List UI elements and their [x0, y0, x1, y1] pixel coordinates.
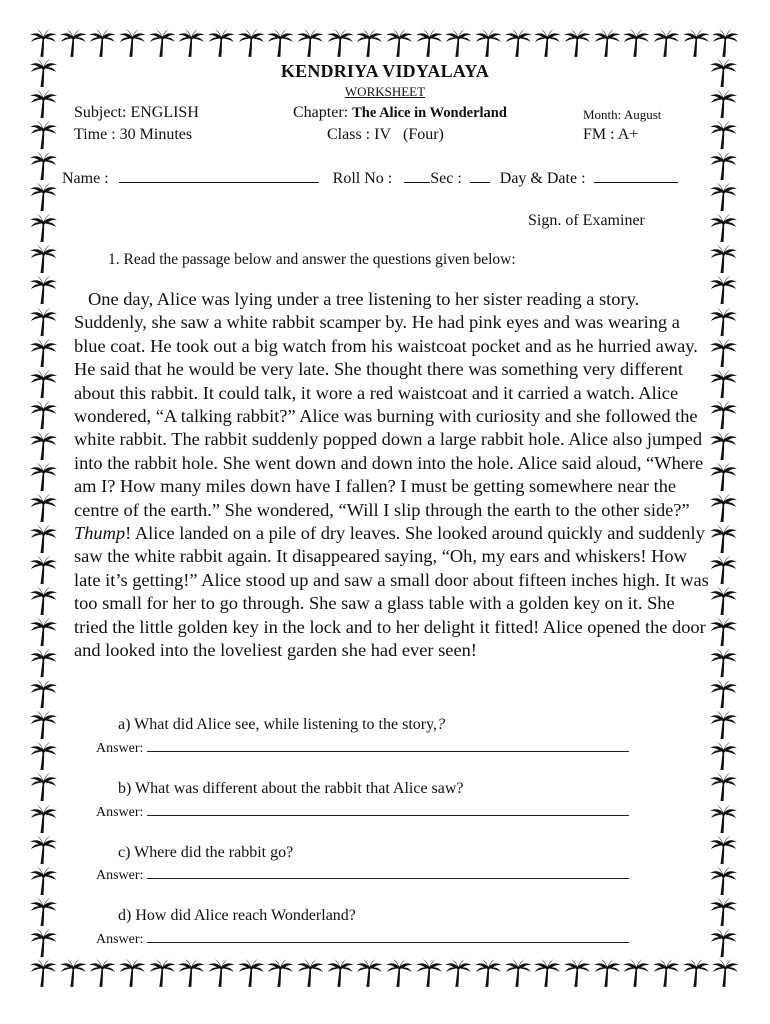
- palm-tree-icon: [28, 307, 58, 337]
- palm-tree-icon: [176, 28, 206, 58]
- palm-tree-icon: [708, 431, 738, 461]
- palm-tree-icon: [28, 493, 58, 523]
- palm-tree-icon: [592, 28, 622, 58]
- palm-tree-icon: [117, 28, 147, 58]
- palm-tree-icon: [265, 958, 295, 988]
- palm-tree-icon: [708, 182, 738, 212]
- passage-part-1: One day, Alice was lying under a tree listening to her sister reading a story. Suddenly, she saw a white rabbit scamper by. He had pink eyes and was wearing a blue coat. He took out a big watch from his waistcoat pocket and as he hurried away. He said that he would be very late. She thought there was something very different about this rabbit. It could talk, it wore a red waistcoat and it carried a watch. Alice wondered, “A talking rabbit?” Alice was burning with curiosity and she followed the white rabbit. The rabbit suddenly popped down a large rabbit hole. Alice also jumped into the rabbit hole. She went down and down into the hole. Alice said aloud, “Where am I? How many miles down have I fallen? I must be getting somewhere near the centre of the earth.” She wondered, “Will I slip through the earth to the other side?”: [74, 289, 704, 520]
- palm-tree-icon: [621, 958, 651, 988]
- palm-tree-icon: [651, 958, 681, 988]
- palm-tree-icon: [708, 151, 738, 181]
- question-b-number: b): [118, 780, 132, 797]
- palm-tree-icon: [443, 28, 473, 58]
- answer-d-label: Answer:: [96, 932, 144, 947]
- palm-tree-icon: [473, 958, 503, 988]
- palm-tree-icon: [708, 493, 738, 523]
- palm-tree-icon: [236, 28, 266, 58]
- palm-tree-icon: [58, 28, 88, 58]
- reading-passage: [74, 288, 710, 663]
- date-label: Day & Date :: [499, 170, 586, 187]
- palm-tree-icon: [708, 741, 738, 771]
- palm-tree-icon: [708, 275, 738, 305]
- palm-tree-icon: [681, 958, 711, 988]
- palm-tree-icon: [708, 617, 738, 647]
- palm-tree-icon: [443, 958, 473, 988]
- palm-tree-icon: [28, 369, 58, 399]
- class-word: (Four): [403, 126, 444, 143]
- school-name: KENDRIYA VIDYALAYA: [280, 61, 490, 81]
- question-a-suffix: ?: [437, 716, 446, 733]
- class-label: Class : IV: [327, 126, 391, 143]
- question-a-text: What did Alice see, while listening to the story,: [134, 716, 438, 733]
- palm-tree-icon: [87, 958, 117, 988]
- question-c-number: c): [118, 844, 131, 861]
- sec-label: Sec :: [430, 170, 462, 187]
- palm-tree-icon: [28, 338, 58, 368]
- chapter-prefix: Chapter:: [293, 104, 353, 121]
- question-d-text: How did Alice reach Wonderland?: [135, 907, 356, 924]
- answer-a-field[interactable]: [147, 738, 629, 752]
- palm-tree-icon: [325, 958, 355, 988]
- palm-tree-icon: [28, 772, 58, 802]
- palm-tree-icon: [708, 804, 738, 834]
- right-palm-border: [708, 58, 738, 958]
- palm-tree-icon: [28, 741, 58, 771]
- palm-tree-icon: [651, 28, 681, 58]
- name-field[interactable]: [119, 168, 319, 183]
- answer-b: [96, 802, 629, 821]
- roll-field[interactable]: [404, 168, 430, 183]
- palm-tree-icon: [681, 28, 711, 58]
- palm-tree-icon: [28, 866, 58, 896]
- palm-tree-icon: [503, 958, 533, 988]
- answer-c: [96, 865, 629, 884]
- question-c-text: Where did the rabbit go?: [134, 844, 294, 861]
- answer-a-label: Answer:: [96, 741, 144, 756]
- palm-tree-icon: [28, 28, 58, 58]
- palm-tree-icon: [28, 586, 58, 616]
- palm-tree-icon: [562, 958, 592, 988]
- name-label: Name :: [62, 170, 109, 187]
- palm-tree-icon: [28, 462, 58, 492]
- palm-tree-icon: [206, 28, 236, 58]
- answer-d-field[interactable]: [147, 929, 629, 943]
- palm-tree-icon: [28, 958, 58, 988]
- palm-tree-icon: [708, 555, 738, 585]
- time: Time : 30 Minutes: [74, 126, 193, 143]
- month: Month: August: [583, 107, 662, 122]
- palm-tree-icon: [708, 648, 738, 678]
- palm-tree-icon: [325, 28, 355, 58]
- question-a: [118, 716, 445, 734]
- student-details-row: [62, 168, 678, 188]
- palm-tree-icon: [708, 120, 738, 150]
- palm-tree-icon: [176, 958, 206, 988]
- question-c: [118, 844, 293, 862]
- palm-tree-icon: [265, 28, 295, 58]
- question-d-number: d): [118, 907, 132, 924]
- palm-tree-icon: [708, 586, 738, 616]
- passage-thump: Thump: [74, 523, 126, 544]
- palm-tree-icon: [58, 958, 88, 988]
- question-b-text: What was different about the rabbit that Alice saw?: [135, 780, 464, 797]
- palm-tree-icon: [708, 772, 738, 802]
- answer-d: [96, 929, 629, 948]
- palm-tree-icon: [28, 804, 58, 834]
- palm-tree-icon: [708, 897, 738, 927]
- question-d: [118, 907, 356, 925]
- left-palm-border: [28, 58, 58, 958]
- chapter: [293, 104, 507, 122]
- answer-b-field[interactable]: [147, 802, 629, 816]
- palm-tree-icon: [708, 307, 738, 337]
- palm-tree-icon: [28, 524, 58, 554]
- instruction: 1. Read the passage below and answer the questions given below:: [108, 251, 516, 268]
- palm-tree-icon: [532, 958, 562, 988]
- palm-tree-icon: [295, 28, 325, 58]
- palm-tree-icon: [708, 710, 738, 740]
- palm-tree-icon: [708, 244, 738, 274]
- palm-tree-icon: [473, 28, 503, 58]
- palm-tree-icon: [708, 679, 738, 709]
- palm-tree-icon: [708, 835, 738, 865]
- palm-tree-icon: [28, 555, 58, 585]
- palm-tree-icon: [28, 151, 58, 181]
- full-marks: FM : A+: [583, 126, 639, 143]
- worksheet-label: WORKSHEET: [344, 84, 426, 99]
- answer-b-label: Answer:: [96, 805, 144, 820]
- palm-tree-icon: [708, 369, 738, 399]
- passage-part-2: ! Alice landed on a pile of dry leaves. She looked around quickly and suddenly saw the white rabbit again. It disappeared saying, “Oh, my ears and whiskers! How late it’s getting!” Alice stood up and saw a small door about fifteen inches high. It was too small for her to go through. She saw a glass table with a golden key on it. She tried the little golden key in the lock and to her delight it fitted! Alice opened the door and looked into the loveliest garden she had ever seen!: [74, 523, 709, 661]
- date-field[interactable]: [594, 168, 678, 183]
- palm-tree-icon: [28, 400, 58, 430]
- palm-tree-icon: [592, 958, 622, 988]
- palm-tree-icon: [532, 28, 562, 58]
- subject: Subject: ENGLISH: [74, 104, 199, 121]
- palm-tree-icon: [236, 958, 266, 988]
- palm-tree-icon: [384, 28, 414, 58]
- palm-tree-icon: [28, 431, 58, 461]
- chapter-title: The Alice in Wonderland: [352, 105, 507, 121]
- palm-tree-icon: [28, 679, 58, 709]
- palm-tree-icon: [28, 275, 58, 305]
- palm-tree-icon: [28, 182, 58, 212]
- palm-tree-icon: [503, 28, 533, 58]
- palm-tree-icon: [354, 958, 384, 988]
- class: [327, 126, 444, 144]
- palm-tree-icon: [621, 28, 651, 58]
- palm-tree-icon: [414, 958, 444, 988]
- palm-tree-icon: [708, 462, 738, 492]
- palm-tree-icon: [28, 617, 58, 647]
- palm-tree-icon: [708, 928, 738, 958]
- palm-tree-icon: [354, 28, 384, 58]
- palm-tree-icon: [28, 648, 58, 678]
- palm-tree-icon: [708, 400, 738, 430]
- palm-tree-icon: [708, 338, 738, 368]
- roll-label: Roll No :: [332, 170, 393, 187]
- palm-tree-icon: [414, 28, 444, 58]
- palm-tree-icon: [206, 958, 236, 988]
- examiner-sign: Sign. of Examiner: [528, 212, 645, 229]
- palm-tree-icon: [710, 958, 740, 988]
- palm-tree-icon: [87, 28, 117, 58]
- palm-tree-icon: [147, 958, 177, 988]
- answer-a: [96, 738, 629, 757]
- palm-tree-icon: [117, 958, 147, 988]
- palm-tree-icon: [708, 524, 738, 554]
- palm-tree-icon: [28, 244, 58, 274]
- palm-tree-icon: [710, 28, 740, 58]
- answer-c-field[interactable]: [147, 865, 629, 879]
- palm-tree-icon: [562, 28, 592, 58]
- palm-tree-icon: [28, 897, 58, 927]
- palm-tree-icon: [147, 28, 177, 58]
- palm-tree-icon: [708, 866, 738, 896]
- palm-tree-icon: [28, 710, 58, 740]
- bottom-palm-border: [28, 958, 740, 988]
- palm-tree-icon: [28, 213, 58, 243]
- palm-tree-icon: [28, 835, 58, 865]
- question-a-number: a): [118, 716, 131, 733]
- top-palm-border: [28, 28, 740, 58]
- answer-c-label: Answer:: [96, 868, 144, 883]
- palm-tree-icon: [384, 958, 414, 988]
- palm-tree-icon: [28, 928, 58, 958]
- palm-tree-icon: [708, 213, 738, 243]
- question-b: [118, 780, 464, 798]
- palm-tree-icon: [295, 958, 325, 988]
- palm-tree-icon: [28, 120, 58, 150]
- sec-field[interactable]: [470, 168, 490, 183]
